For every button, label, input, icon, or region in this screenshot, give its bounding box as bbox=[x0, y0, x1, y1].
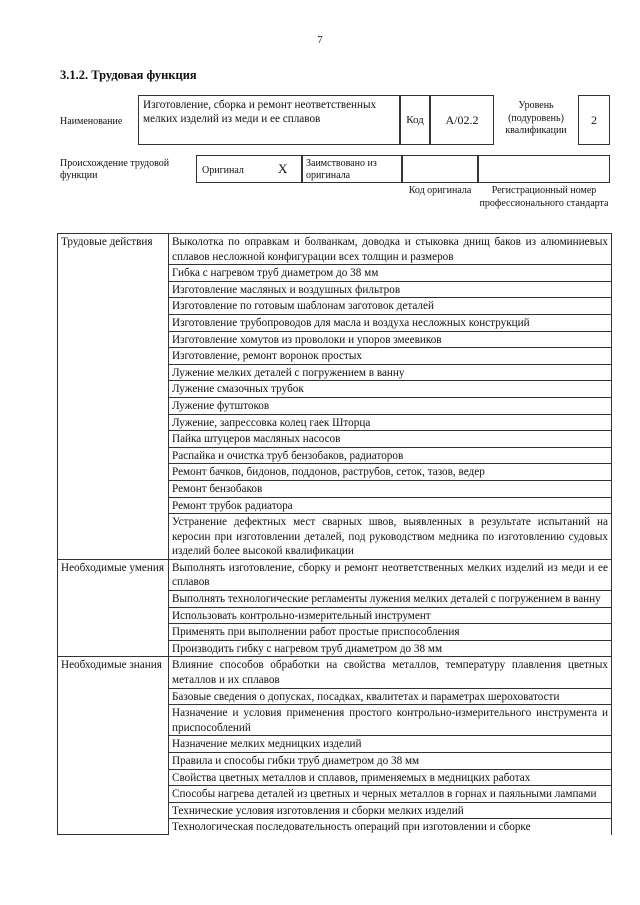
item-cell: Лужение, запрессовка колец гаек Шторца bbox=[169, 414, 612, 431]
category-cell: Необходимые умения bbox=[58, 559, 169, 657]
item-cell: Использовать контрольно-измерительный инструмент bbox=[169, 607, 612, 624]
original-label: Оригинал bbox=[202, 165, 244, 176]
item-cell: Ремонт трубок радиатора bbox=[169, 497, 612, 514]
code-original-label: Код оригинала bbox=[408, 185, 472, 196]
item-cell: Базовые сведения о допусках, посадках, квалитетах и параметрах шероховатости bbox=[169, 688, 612, 705]
item-cell: Изготовление по готовым шаблонам заготовок деталей bbox=[169, 298, 612, 315]
item-cell: Изготовление масляных и воздушных фильтров bbox=[169, 281, 612, 298]
item-cell: Производить гибку с нагревом труб диаметром до 38 мм bbox=[169, 640, 612, 657]
item-cell: Ремонт бачков, бидонов, поддонов, раструбов, сеток, тазов, ведер bbox=[169, 464, 612, 481]
item-cell: Способы нагрева деталей из цветных и черных металлов в горнах и паяльными лампами bbox=[169, 786, 612, 803]
item-cell: Устранение дефектных мест сварных швов, выявленных в результате испытаний на керосин при изготовлении деталей, под руководством медника по изготовлению судовых изделий более высокой квалификации bbox=[169, 514, 612, 560]
item-cell: Изготовление трубопроводов для масла и воздуха несложных конструкций bbox=[169, 314, 612, 331]
item-cell: Изготовление хомутов из проволоки и упоров змеевиков bbox=[169, 331, 612, 348]
item-cell: Распайка и очистка труб бензобаков, радиаторов bbox=[169, 447, 612, 464]
item-cell: Изготовление, ремонт воронок простых bbox=[169, 348, 612, 365]
item-cell: Влияние способов обработки на свойства металлов, температуру плавления цветных металлов и их сплавов bbox=[169, 657, 612, 688]
item-cell: Применять при выполнении работ простые приспособления bbox=[169, 624, 612, 641]
item-cell: Лужение футштоков bbox=[169, 397, 612, 414]
item-cell: Технологическая последовательность операций при изготовлении и сборке bbox=[169, 819, 612, 835]
item-cell: Ремонт бензобаков bbox=[169, 480, 612, 497]
code-value: А/02.2 bbox=[430, 95, 494, 145]
function-content-table bbox=[57, 233, 612, 835]
reg-number-label: Регистрационный номер профессионального стандарта bbox=[479, 185, 609, 209]
item-cell: Технические условия изготовления и сборки мелких изделий bbox=[169, 802, 612, 819]
item-cell: Свойства цветных металлов и сплавов, применяемых в медницких работах bbox=[169, 769, 612, 786]
original-mark: X bbox=[278, 161, 288, 176]
item-cell: Пайка штуцеров масляных насосов bbox=[169, 431, 612, 448]
item-cell: Лужение мелких деталей с погружением в ванну bbox=[169, 364, 612, 381]
section-title: 3.1.2. Трудовая функция bbox=[60, 68, 197, 82]
function-name-field: Изготовление, сборка и ремонт неответственных мелких изделий из меди и ее сплавов bbox=[138, 95, 400, 145]
item-cell: Назначение мелких медницких изделий bbox=[169, 736, 612, 753]
code-label: Код bbox=[400, 95, 430, 145]
borrowed-label: Заимствовано из оригинала bbox=[302, 155, 402, 183]
level-label: Уровень (подуровень) квалификации bbox=[505, 100, 567, 136]
code-original-cell bbox=[402, 155, 478, 183]
category-cell: Трудовые действия bbox=[58, 234, 169, 560]
table-row bbox=[58, 234, 612, 265]
origin-label: Происхождение трудовой функции bbox=[60, 158, 170, 181]
table-row bbox=[58, 559, 612, 590]
item-cell: Выколотка по оправкам и болванкам, доводка и стыковка днищ баков из алюминиевых сплавов несложной конфигурации всех толщин и размеров bbox=[169, 234, 612, 265]
category-cell: Необходимые знания bbox=[58, 657, 169, 835]
item-cell: Выполнять технологические регламенты лужения мелких деталей с погружением в ванну bbox=[169, 591, 612, 608]
item-cell: Гибка с нагревом труб диаметром до 38 мм bbox=[169, 265, 612, 282]
item-cell: Назначение и условия применения простого контрольно-измерительного инструмента и приспособлений bbox=[169, 705, 612, 736]
page-number: 7 bbox=[317, 34, 323, 46]
name-label: Наименование bbox=[60, 116, 123, 127]
item-cell: Выполнять изготовление, сборку и ремонт неответственных мелких изделий из меди и ее сплавов bbox=[169, 559, 612, 590]
item-cell: Лужение смазочных трубок bbox=[169, 381, 612, 398]
table-row bbox=[58, 657, 612, 688]
level-value: 2 bbox=[578, 95, 610, 145]
reg-number-cell bbox=[478, 155, 610, 183]
item-cell: Правила и способы гибки труб диаметром до 38 мм bbox=[169, 753, 612, 770]
